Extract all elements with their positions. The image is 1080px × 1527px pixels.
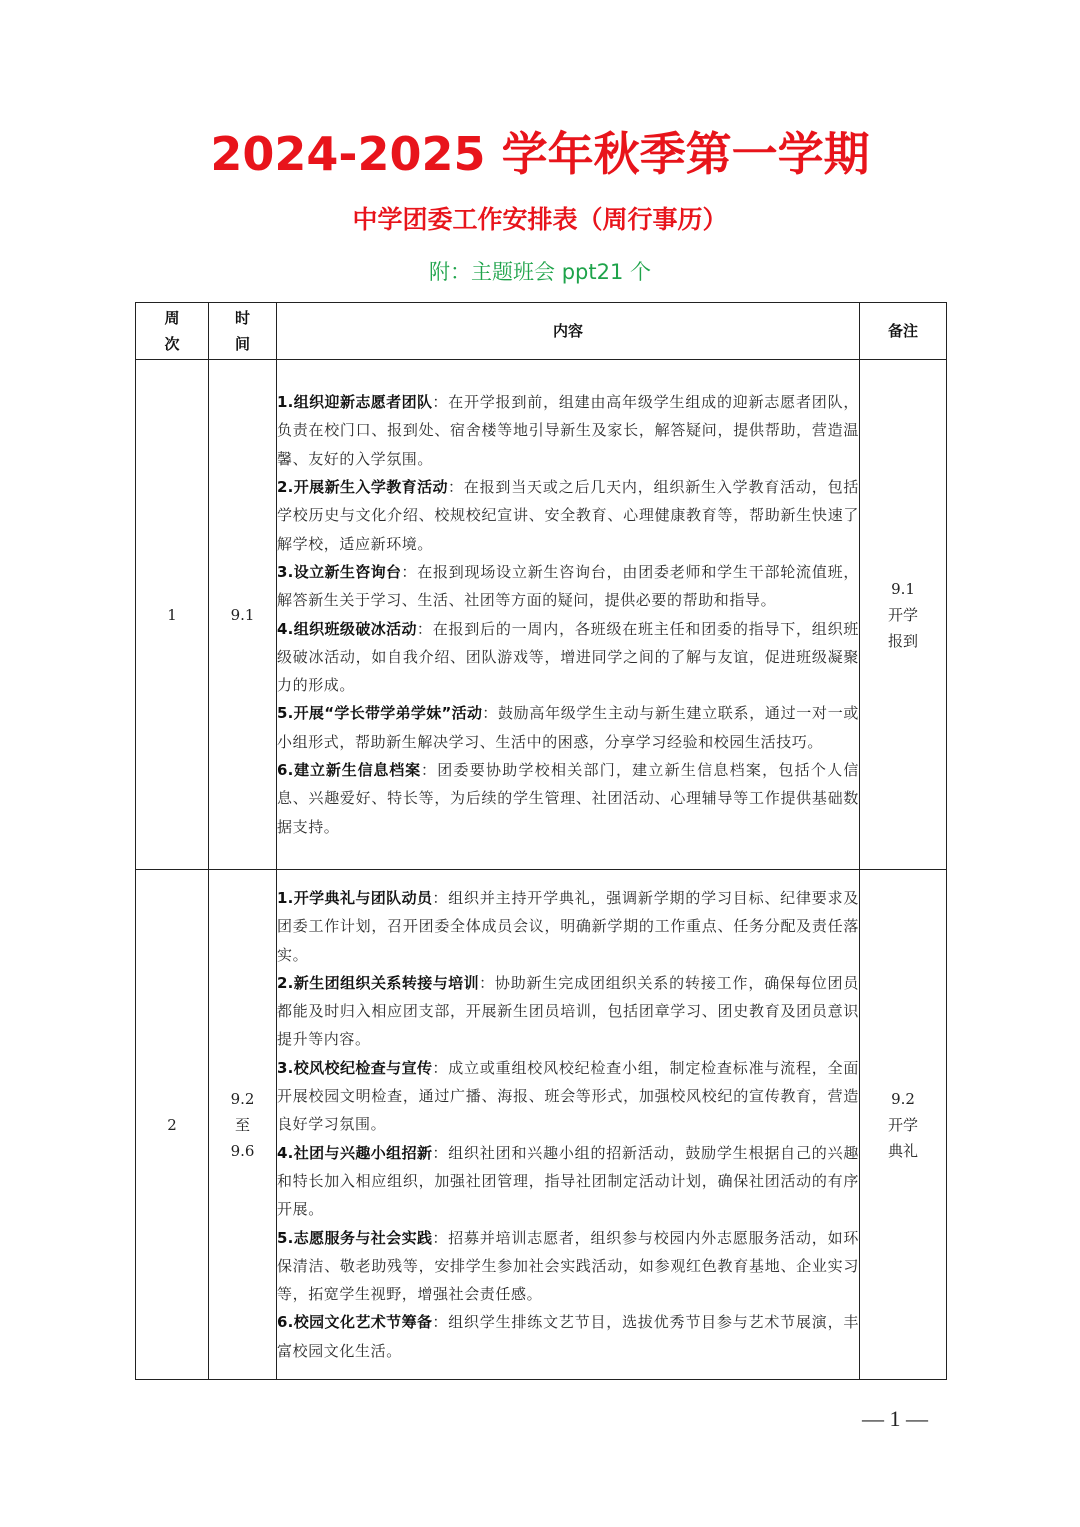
header-time-line2: 间 xyxy=(234,335,250,353)
schedule-table xyxy=(135,302,947,1380)
content-item xyxy=(277,969,859,1054)
content-cell xyxy=(277,360,860,870)
week-cell: 1 xyxy=(136,360,209,870)
header-time-line1: 时 xyxy=(234,309,250,327)
header-week-line2: 次 xyxy=(164,335,180,353)
content-cell xyxy=(277,870,860,1380)
content-item xyxy=(277,388,859,473)
time-line: 9.6 xyxy=(230,1141,255,1160)
item-title: 2.开展新生入学教育活动 xyxy=(277,478,448,497)
item-text: ：协助新生完成团组织关系的转接工作，确保每位团员都能及时归入相应团支部，开展新生团员培训，包括团章学习、团史教育及团员意识提升等内容。 xyxy=(277,973,859,1049)
item-text: ：在报到现场设立新生咨询台，由团委老师和学生干部轮流值班，解答新生关于学习、生活、社团等方面的疑问，提供必要的帮助和指导。 xyxy=(277,562,860,610)
item-title: 3.校风校纪检查与宣传 xyxy=(277,1058,433,1077)
document-subtitle: 中学团委工作安排表（周行事历） xyxy=(352,205,728,234)
content-item xyxy=(277,699,859,756)
item-text: ：组织社团和兴趣小组的招新活动，鼓励学生根据自己的兴趣和特长加入相应组织，加强社团管理，指导社团制定活动计划，确保社团活动的有序开展。 xyxy=(277,1143,860,1219)
note-cell xyxy=(860,870,947,1380)
item-title: 1.组织迎新志愿者团队 xyxy=(277,393,433,412)
note-cell xyxy=(860,360,947,870)
time-line: 9.2 xyxy=(230,1089,255,1108)
header-note: 备注 xyxy=(860,303,947,360)
item-text: ：团委要协助学校相关部门，建立新生信息档案，包括个人信息、兴趣爱好、特长等，为后续的学生管理、社团活动、心理辅导等工作提供基础数据支持。 xyxy=(277,760,860,836)
time-line: 至 xyxy=(234,1115,250,1134)
item-text: ：招募并培训志愿者，组织参与校园内外志愿服务活动，如环保清洁、敬老助残等，安排学生参加社会实践活动，如参观红色教育基地、企业实习等，拓宽学生视野，增强社会责任感。 xyxy=(277,1228,860,1304)
item-title: 5.志愿服务与社会实践 xyxy=(277,1228,433,1247)
item-text: ：组织学生排练文艺节目，选拔优秀节目参与艺术节展演，丰富校园文化生活。 xyxy=(277,1313,860,1360)
table-row xyxy=(136,870,947,1380)
content-item xyxy=(277,558,859,615)
item-text: ：在开学报到前，组建由高年级学生组成的迎新志愿者团队，负责在校门口、报到处、宿舍楼等地引导新生及家长，解答疑问，提供帮助，营造温馨、友好的入学氛围。 xyxy=(277,393,860,468)
item-title: 6.建立新生信息档案 xyxy=(277,760,421,779)
content-item xyxy=(277,884,859,969)
content-item xyxy=(277,1054,859,1139)
content-item xyxy=(277,1139,859,1224)
item-text: ：鼓励高年级学生主动与新生建立联系，通过一对一或小组形式，帮助新生解决学习、生活中的困惑，分享学习经验和校园生活技巧。 xyxy=(277,704,860,751)
time-line: 9.1 xyxy=(230,605,255,624)
content-item xyxy=(277,1308,859,1365)
content-item xyxy=(277,615,859,700)
header-time xyxy=(209,303,277,360)
time-cell xyxy=(209,870,277,1380)
note-text: 9.1 开学报到 xyxy=(887,579,918,650)
item-text: ：在报到当天或之后几天内，组织新生入学教育活动，包括学校历史与文化介绍、校规校纪宣讲、安全教育、心理健康教育等，帮助新生快速了解学校，适应新环境。 xyxy=(277,478,859,553)
content-item xyxy=(277,756,859,841)
content-item xyxy=(277,473,859,558)
week-cell: 2 xyxy=(136,870,209,1380)
page-number: — 1 — xyxy=(862,1406,928,1431)
item-text: ：在报到后的一周内，各班级在班主任和团委的指导下，组织班级破冰活动，如自我介绍、团队游戏等，增进同学之间的了解与友谊，促进班级凝聚力的形成。 xyxy=(277,619,859,695)
item-title: 6.校园文化艺术节筹备 xyxy=(277,1313,433,1332)
header-week xyxy=(136,303,209,360)
time-cell xyxy=(209,360,277,870)
item-text: ：组织并主持开学典礼，强调新学期的学习目标、纪律要求及团委工作计划，召开团委全体成员会议，明确新学期的工作重点、任务分配及责任落实。 xyxy=(277,888,860,964)
item-title: 1.开学典礼与团队动员 xyxy=(277,888,433,907)
document-title: 2024-2025 学年秋季第一学期 xyxy=(210,127,870,181)
item-title: 5.开展“学长带学弟学妹”活动 xyxy=(277,704,483,723)
item-title: 2.新生团组织关系转接与培训 xyxy=(277,973,480,992)
table-row xyxy=(136,360,947,870)
header-content: 内容 xyxy=(277,303,860,360)
item-text: ：成立或重组校风校纪检查小组，制定检查标准与流程，全面开展校园文明检查，通过广播、海报、班会等形式，加强校风校纪的宣传教育，营造良好学习氛围。 xyxy=(277,1058,860,1134)
attachment-note: 附：主题班会 ppt21 个 xyxy=(429,260,651,284)
header-week-line1: 周 xyxy=(164,309,180,327)
item-title: 3.设立新生咨询台 xyxy=(277,562,402,581)
note-text: 9.2 开学典礼 xyxy=(887,1089,918,1160)
table-header-row xyxy=(136,303,947,360)
content-item xyxy=(277,1224,859,1309)
item-title: 4.社团与兴趣小组招新 xyxy=(277,1143,433,1162)
item-title: 4.组织班级破冰活动 xyxy=(277,619,417,638)
